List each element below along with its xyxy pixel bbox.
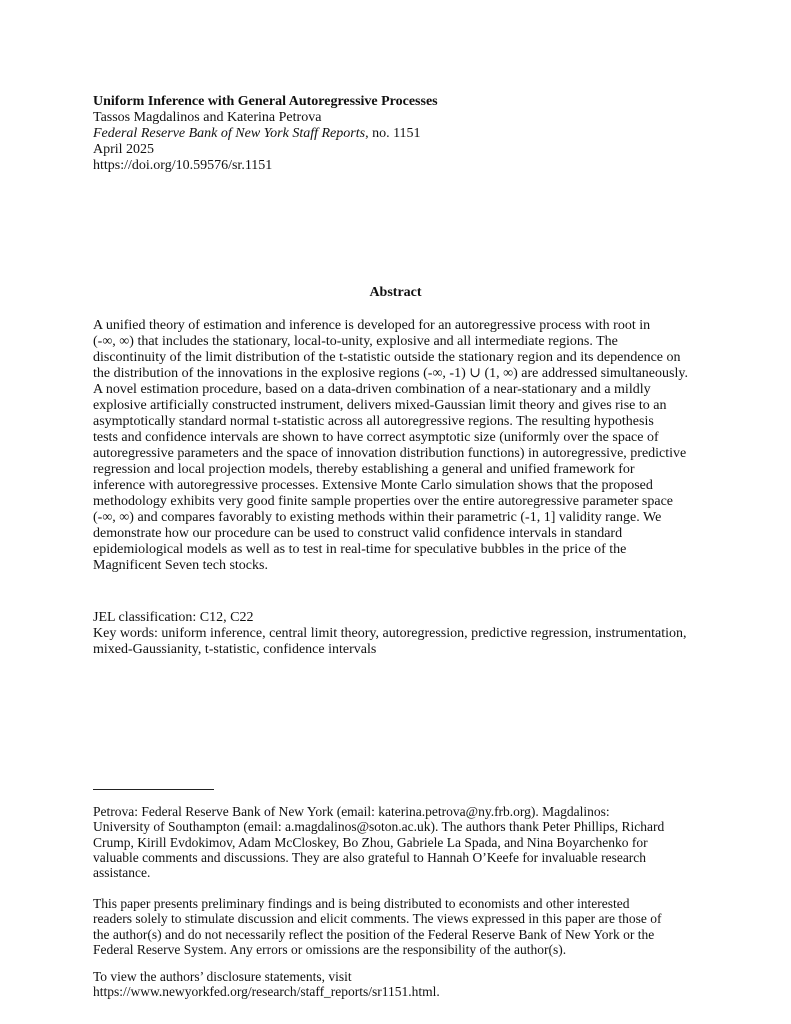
disclosure-link[interactable]: https://www.newyorkfed.org/research/staff_reports/sr1151.html. [93,984,440,1000]
abstract-line: epidemiological models as well as to test in real-time for speculative bubbles in the price of the [93,542,627,557]
paper-date: April 2025 [93,142,155,157]
footnote-line: valuable comments and discussions. They are also grateful to Hannah O’Keefe for invaluable research [93,849,647,865]
paper-authors: Tassos Magdalinos and Katerina Petrova [93,110,322,125]
footnote-line: Crump, Kirill Evdokimov, Adam McCloskey, Bo Zhou, Gabriele La Spada, and Nina Boyarchenko for [93,834,648,850]
keywords-line: mixed-Gaussianity, t-statistic, confidence intervals [93,642,377,657]
paper-header [93,94,713,174]
abstract-line: Magnificent Seven tech stocks. [93,558,268,573]
abstract-line: tests and confidence intervals are shown to have correct asymptotic size (uniformly over the space of [93,430,659,445]
series-citation [93,126,713,142]
disclaimer-note [93,896,713,957]
abstract-line: (-∞, ∞) that includes the stationary, local-to-unity, explosive and all intermediate regions. The [93,334,618,349]
jel-classification: JEL classification: C12, C22 [93,610,254,625]
footnote-divider [93,789,214,790]
paper-title: Uniform Inference with General Autoregressive Processes [93,94,438,109]
disclaimer-line: Federal Reserve System. Any errors or omissions are the responsibility of the author(s). [93,941,567,957]
abstract-line: (-∞, ∞) and compares favorably to existing methods within their parametric (-1, 1] validity range. We [93,510,662,525]
disclaimer-line: readers solely to stimulate discussion and elicit comments. The views expressed in this paper are those of [93,911,662,927]
abstract-line: explosive artificially constructed instrument, delivers mixed-Gaussian limit theory and gives rise to an [93,398,667,413]
keywords-line: Key words: uniform inference, central limit theory, autoregression, predictive regression, instrumentation, [93,626,687,641]
abstract-line: methodology exhibits very good finite sample properties over the entire autoregressive parameter space [93,494,674,509]
footnote-line: Petrova: Federal Reserve Bank of New York (email: katerina.petrova@ny.frb.org). Magdalinos: [93,804,610,819]
paper-doi[interactable]: https://doi.org/10.59576/sr.1151 [93,158,273,173]
abstract-line: A unified theory of estimation and inference is developed for an autoregressive process with root in [93,318,651,333]
abstract-heading: Abstract [369,285,422,300]
footnote-line: assistance. [93,865,151,881]
disclosure-note [93,969,713,1000]
abstract-line: regression and local projection models, thereby establishing a general and unified framework for [93,462,635,477]
abstract-line: discontinuity of the limit distribution of the t-statistic outside the stationary region and its dependence on [93,350,681,365]
disclaimer-line: the author(s) and do not necessarily reflect the position of the Federal Reserve Bank of New York or the [93,926,655,942]
abstract-body [93,318,699,574]
disclaimer-line: This paper presents preliminary findings and is being distributed to economists and other interested [93,896,630,911]
abstract-line: demonstrate how our procedure can be used to construct valid confidence intervals in standard [93,526,623,541]
abstract-line: autoregressive parameters and the space of innovation distribution functions) in autoregressive, predictive [93,446,687,461]
footnote-line: University of Southampton (email: a.magdalinos@soton.ac.uk). The authors thank Peter Phillips, Richard [93,819,665,835]
abstract-line: inference with autoregressive processes. Extensive Monte Carlo simulation shows that the proposed [93,478,653,493]
classification-block [93,610,713,658]
author-footnote [93,804,713,880]
series-number: , no. 1151 [365,126,421,141]
abstract-line: asymptotically standard normal t-statistic across all autoregressive regions. The resulting hypothesis [93,414,654,429]
series-name: Federal Reserve Bank of New York Staff Reports [93,126,366,141]
disclosure-line: To view the authors’ disclosure statements, visit [93,969,352,984]
abstract-line: the distribution of the innovations in the explosive regions (-∞, -1) ∪ (1, ∞) are addressed simultaneously. [93,366,688,381]
abstract-line: A novel estimation procedure, based on a data-driven combination of a near-stationary and a mildly [93,382,651,397]
